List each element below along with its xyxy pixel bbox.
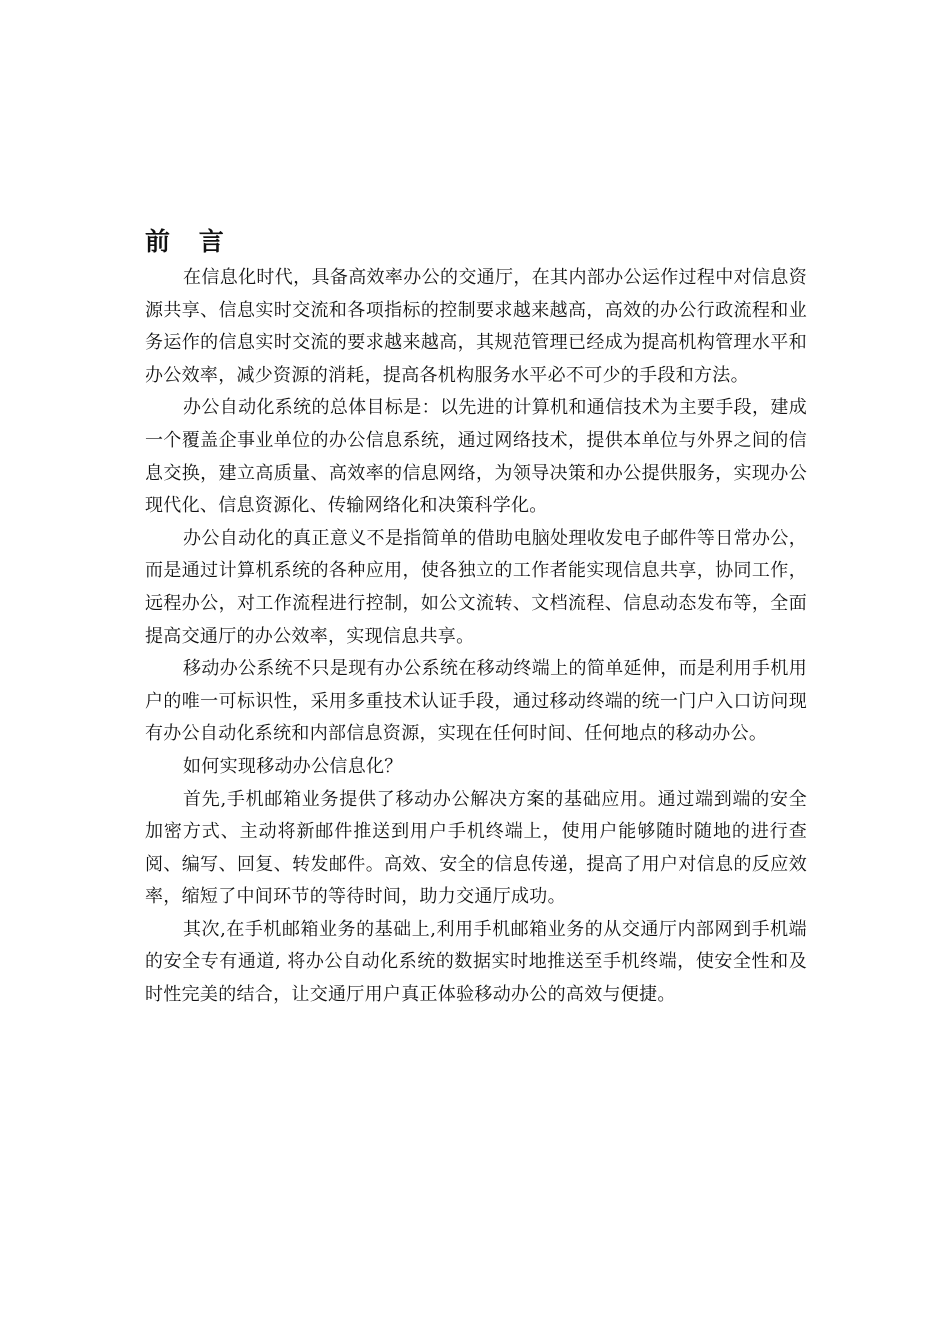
page-title: 前 言 — [145, 227, 234, 256]
paragraph-mobile-office: 移动办公系统不只是现有办公系统在移动终端上的简单延伸，而是利用手机用户的唯一可标识性，采用多重技术认证手段，通过移动终端的统一门户入口访问现有办公自动化系统和内部信息资源，实现在任何时间、任何地点的移动办公。 — [145, 658, 807, 745]
paragraph-second: 其次,在手机邮箱业务的基础上,利用手机邮箱业务的从交通厅内部网到手机端的安全专有通道, 将办公自动化系统的数据实时地推送至手机终端，使安全性和及时性完美的结合，让交通厅用户真正体验移动办公的高效与便捷。 — [145, 918, 807, 1006]
document-body — [145, 222, 807, 1012]
paragraph-oa-meaning: 办公自动化的真正意义不是指简单的借助电脑处理收发电子邮件等日常办公，而是通过计算机系统的各种应用，使各独立的工作者能实现信息共享，协同工作，远程办公，对工作流程进行控制，如公文流转、文档流程、信息动态发布等，全面提高交通厅的办公效率，实现信息共享。 — [145, 527, 807, 647]
paragraph-first: 首先,手机邮箱业务提供了移动办公解决方案的基础应用。通过端到端的安全加密方式、主动将新邮件推送到用户手机终端上，使用户能够随时随地的进行查阅、编写、回复、转发邮件。高效、安全的信息传递，提高了用户对信息的反应效率，缩短了中间环节的等待时间，助力交通厅成功。 — [145, 788, 807, 908]
paragraph-oa-goal: 办公自动化系统的总体目标是：以先进的计算机和通信技术为主要手段，建成一个覆盖企事业单位的办公信息系统，通过网络技术，提供本单位与外界之间的信息交换，建立高质量、高效率的信息网络，为领导决策和办公提供服务，实现办公现代化、信息资源化、传输网络化和决策科学化。 — [145, 397, 807, 517]
paragraph-intro: 在信息化时代，具备高效率办公的交通厅，在其内部办公运作过程中对信息资源共享、信息实时交流和各项指标的控制要求越来越高，高效的办公行政流程和业务运作的信息实时交流的要求越来越高，其规范管理已经成为提高机构管理水平和办公效率，减少资源的消耗，提高各机构服务水平必不可少的手段和方法。 — [145, 267, 807, 386]
paragraph-question: 如何实现移动办公信息化？ — [183, 755, 403, 777]
